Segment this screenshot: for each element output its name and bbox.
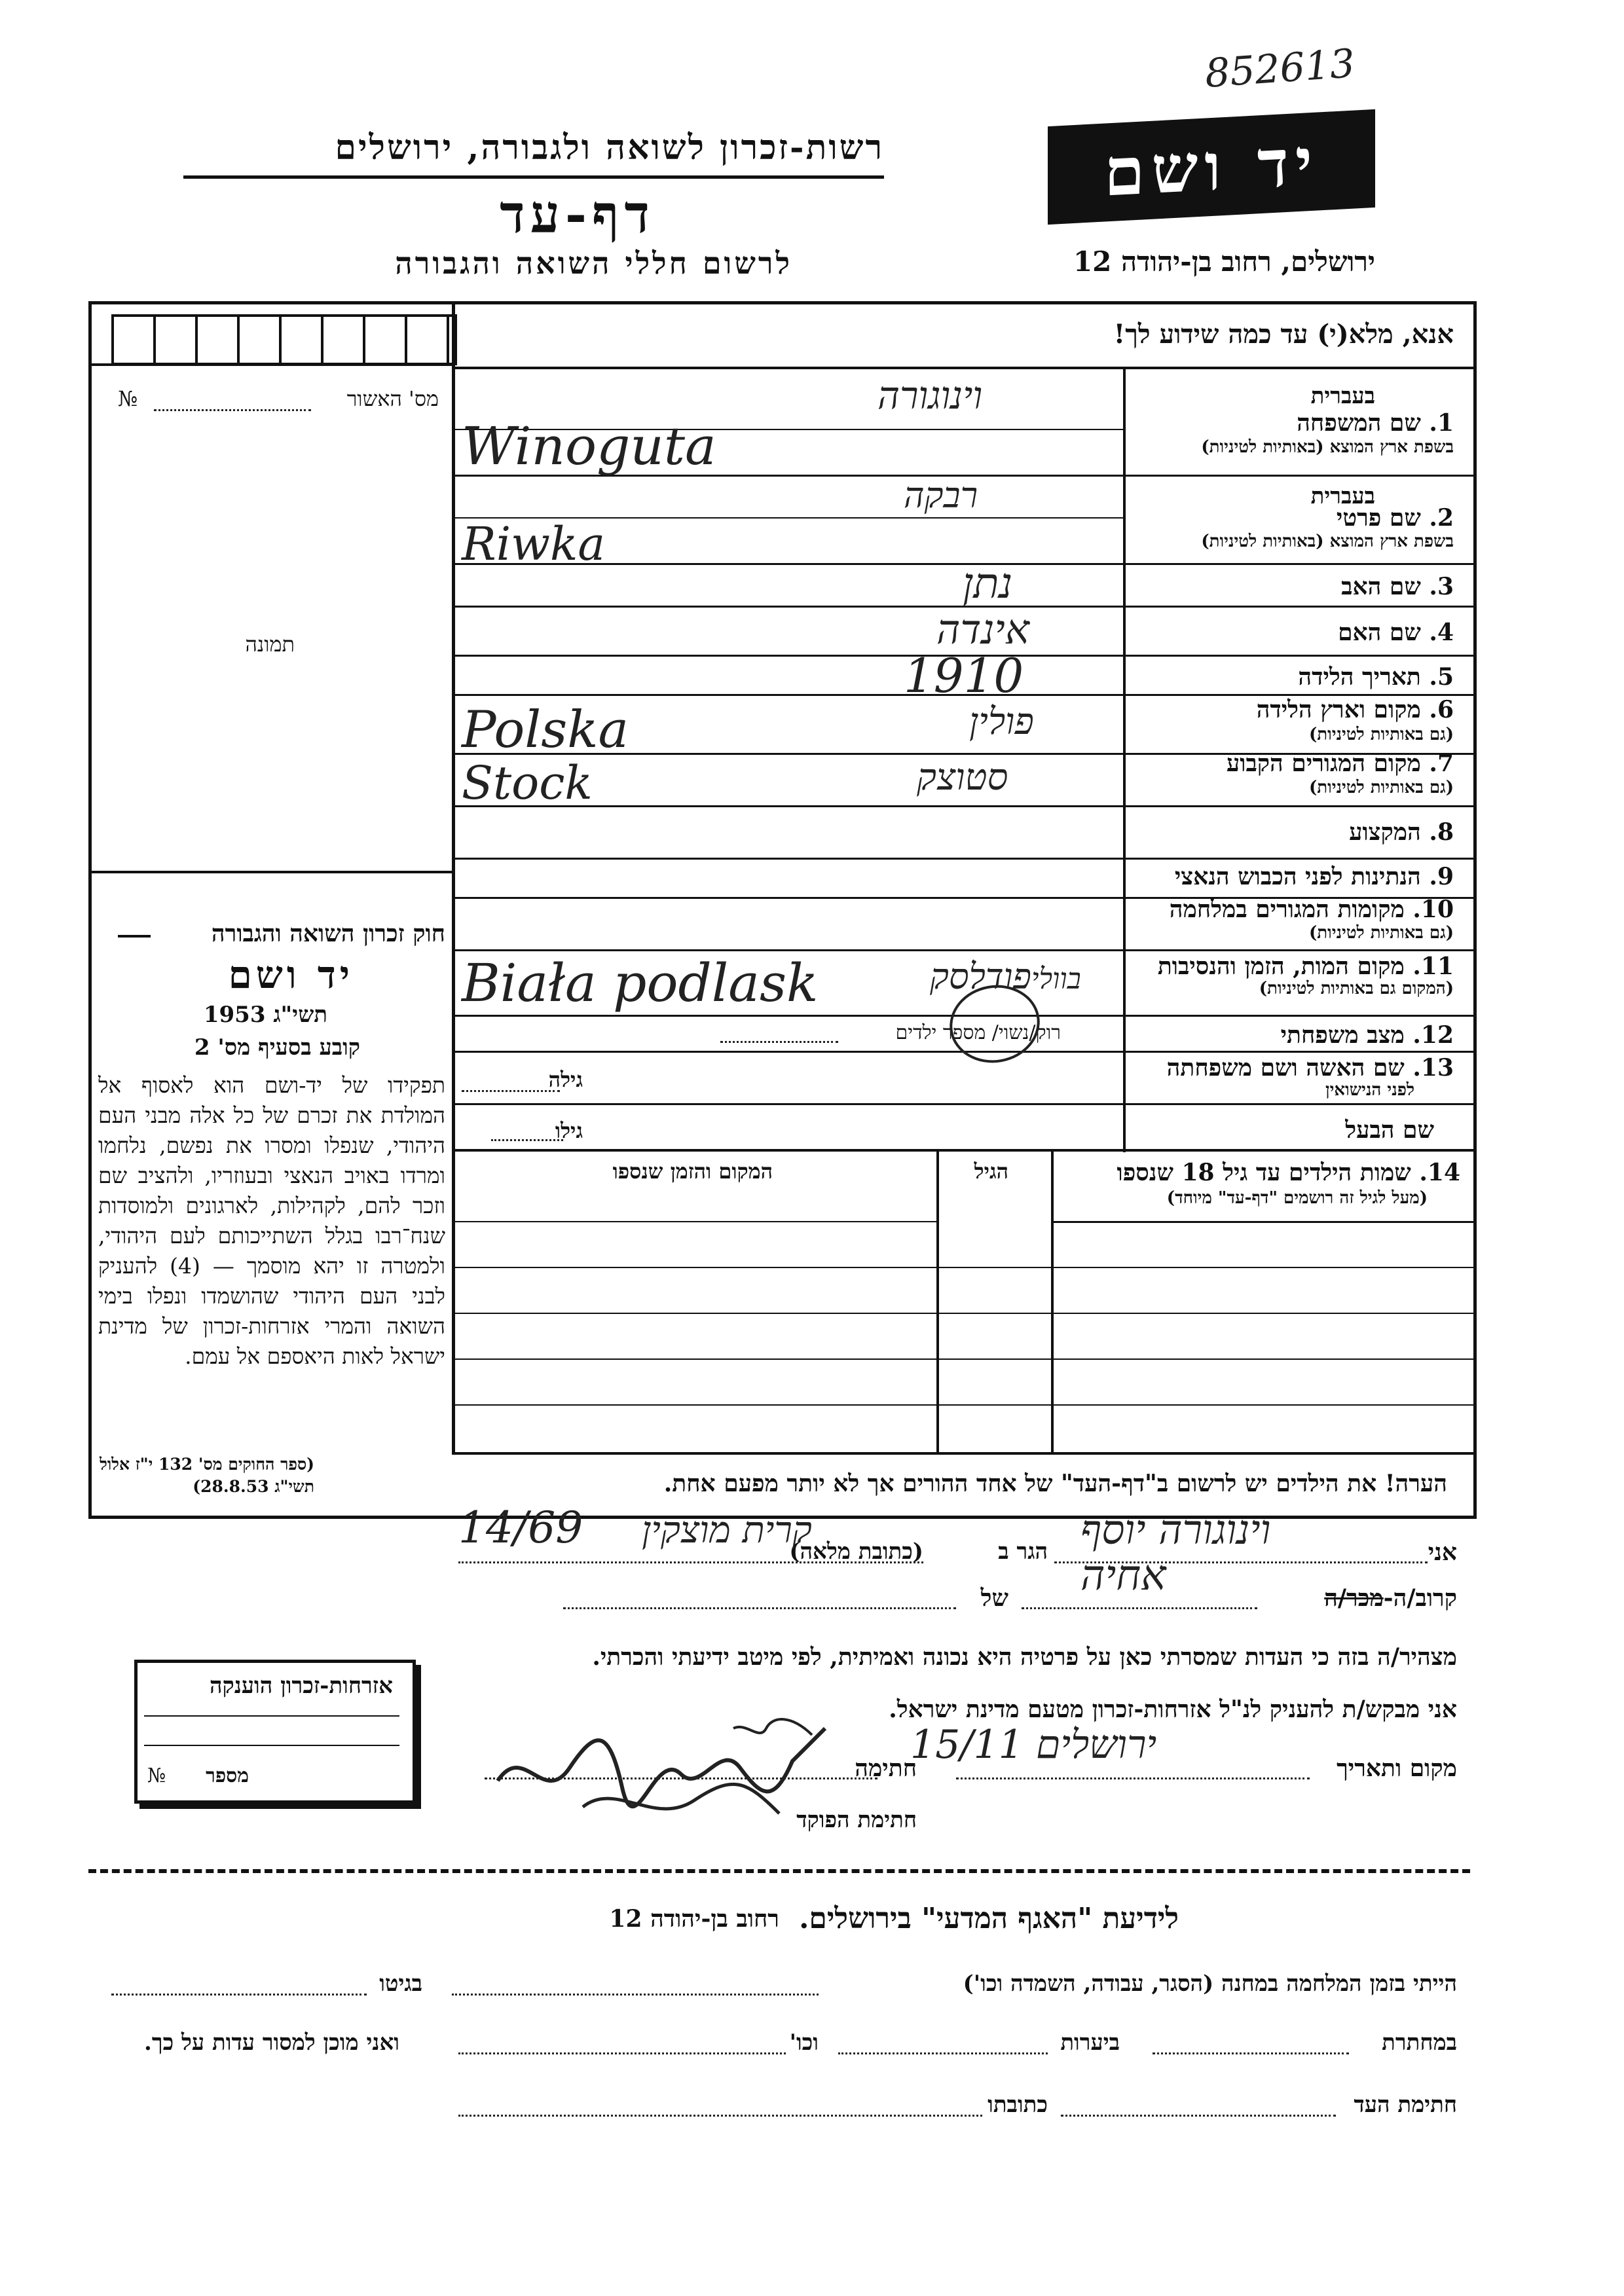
cert-title: אזרחות-זכרון הוענקה [210,1673,393,1699]
cert-line-2 [144,1745,399,1746]
field-10-note: (גם באותיות לטיניות) [1308,923,1454,943]
camp-field [452,1994,819,1995]
field-13-label: 13. שם האשה ושם משפחתה [1166,1054,1454,1082]
relative-label: קרוב/ה-מכר/ה [1324,1584,1457,1612]
field-4-label: 4. שם האם [1338,619,1454,646]
place-date-value: ירושלים 15/11 [910,1722,1157,1768]
ready-text: ואני מוכן למסור עדות על כך. [144,2030,399,2056]
children-row-5 [452,1404,1473,1406]
permit-label: מס' האשור [346,386,439,411]
field-13-note: לפני הנישואין [1325,1080,1414,1100]
cert-line-1 [144,1715,399,1717]
field-7-latin: Stock [462,756,593,810]
field-5-label: 5. תאריך הלידה [1298,663,1454,691]
decl-statement: מצהיר/ה בזה כי העדות שמסרתי כאן על פרטיה היא נכונה ואמיתית, לפי מיטב ידיעתי והכרתי. [592,1643,1457,1671]
law-name: יד ושם [228,953,354,997]
field-6-heb: פולין [969,701,1034,743]
row-rule-10 [452,949,1473,951]
hebrew-label-1: בעברית [1310,383,1375,409]
witness-sig-label: חתימת העד [1354,2092,1457,2118]
field-1-label [1297,409,1454,437]
children-col-1 [936,1149,939,1453]
permit-boxes [111,314,457,365]
decl-name: וינוגורה יוסף [1080,1506,1271,1554]
law-year: תשי"ג 1953 [203,1002,327,1028]
footer-separator [88,1869,1470,1873]
witness-sig-field [1061,2115,1336,2117]
children-row-2 [452,1267,1473,1268]
field-2-name: שם פרטי [1336,504,1421,532]
wife-age-field [462,1090,560,1092]
field-6-latin: Polska [462,701,629,759]
authority-title: רשות-זכרון לשואה ולגבורה, ירושלים [335,128,884,168]
field-11-note: (המקום גם באותיות לטיניות) [1259,979,1454,998]
of-label: של [980,1584,1008,1612]
husband-label: שם הבעל [1345,1116,1434,1144]
field-10-label: 10. מקומות המגורים במלחמה [1169,896,1454,923]
decl-residing: הגר ב [998,1539,1048,1565]
husband-age-field [491,1139,563,1141]
official-sig-label: חתימת הפוקד [796,1807,917,1833]
field-6-note: (גם באותיות לטיניות) [1308,725,1454,744]
ghetto-label: בגיטו [379,1971,422,1997]
children-count-field [720,1041,838,1043]
relation-field [1022,1607,1257,1609]
of-field [563,1607,956,1609]
logo-text: יד ושם [1104,122,1319,211]
col-age: הגיל [974,1159,1008,1184]
field-12-options: רוק/נשוי/ מספר ילדים [895,1021,1061,1044]
photo-box [88,367,452,873]
underground-field [1153,2052,1349,2054]
children-bottom [452,1452,1473,1455]
relation-value: אחיה [1080,1552,1166,1600]
left-column-divider [452,301,455,1453]
decl-ani: אני [1428,1539,1457,1566]
field-9-label: 9. הנתינות לפני הכבוש הנאצי [1174,863,1454,890]
form-subtitle: לרשום חללי השואה והגבורה [395,246,792,281]
row-rule-7 [452,805,1473,807]
field-14-note: (מעל לגיל זה רושמים "דף-עד" מיוחד) [1166,1188,1428,1208]
cert-no-sign: № [147,1764,166,1787]
field-2-latin: Riwka [462,517,606,571]
footer-title: לידיעת "האגף המדעי" בירושלים. [799,1902,1179,1935]
cert-no-label: מספר [206,1764,249,1787]
law-reference: (ספר החוקים מס' 132 י"ז אלול תשי"ג 28.8.53) [100,1455,314,1496]
latin-note-2: בשפת ארץ המוצא (באותיות לטיניות) [1201,532,1454,551]
wife-age-label: גילה [548,1067,583,1092]
field-7-heb: סטוצק [917,756,1008,799]
children-row-3 [452,1313,1473,1314]
children-row-1 [452,1221,936,1222]
field-2-heb: רבקה [904,475,978,516]
field-11-prefix: בוולי [1031,962,1081,996]
label-column-divider [1123,367,1126,1152]
field-7-note: (גם באותיות לטיניות) [1308,778,1454,797]
row-rule-14 [452,1149,1473,1152]
footer-address: רחוב בן-יהודה 12 [609,1905,779,1933]
field-14-label: 14. שמות הילדים עד גיל 18 שנספו [1116,1159,1460,1186]
authority-underline [183,175,884,179]
header-address: ירושלים, רחוב בן-יהודה 12 [1073,246,1375,278]
relative-struck: מכר/ה [1324,1584,1384,1612]
decl-address-label: (כתובת מלאה) [789,1539,923,1565]
side-rule [88,363,452,366]
field-12-label: 12. מצב משפחתי [1280,1021,1454,1049]
children-col-2 [1051,1149,1054,1453]
field-2-num: 2. [1429,504,1454,532]
law-section: קובע בסעיף מס' 2 [194,1034,360,1061]
law-dash [118,935,151,938]
law-text: תפקידו של יד-ושם הוא לאסוף אל המולדת את זכרם של כל אלה מבני העם היהודי, שנפלו ומסרו את נפשם, נלחמו ומרדו באויב הנאצי ובעוזריו, ולהציב שם וזכר להם, לקהילות, לארגונים ולמוסדות שנח־רבו בגלל השתייכותם לעם היהודי, ולמטרה זו יהא מוסמך — (4) להעניק לבני העם היהודי שהושמדו ונפלו בימי השואה והמרי אזרחות-זכרון של מדינת ישראל לאות היאספם אל עמם. [98,1072,445,1369]
field-1-heb: וינוגורה [877,373,983,418]
field-11-label: 11. מקום המות, הזמן והנסיבות [1157,953,1454,980]
archive-number: 852613 [1203,41,1357,97]
field-4-value: אינדה [936,606,1029,653]
yad-vashem-logo [1048,109,1375,225]
husband-age-label: גילו [555,1118,583,1143]
field-8-label: 8. המקצוע [1349,818,1454,846]
form-title: דף-עד [500,183,655,245]
footer-line1: הייתי בזמן המלחמה במחנה (הסגר, עבודה, השמדה וכו') [963,1971,1457,1997]
field-2-label [1337,504,1454,532]
signature-label: חתימה [855,1755,917,1782]
latin-note-1: בשפת ארץ המוצא (באותיות לטיניות) [1201,437,1454,457]
field-11-latin: Biała podlask [462,953,819,1013]
law-title: חוק זכרון השואה והגבורה [211,920,445,947]
field-3-value: נתן [963,560,1013,608]
hebrew-label-2: בעברית [1310,483,1375,509]
field-5-value: 1910 [904,648,1024,703]
field-7-label: 7. מקום המגורים הקבוע [1226,750,1454,777]
col-place: המקום והזמן שנספו [612,1159,773,1184]
forests-label: ביערות [1060,2030,1120,2056]
permit-no-sign: № [118,386,138,411]
place-date-field [956,1777,1310,1779]
decl-address: קרית מוצקין [642,1509,812,1552]
decl-request: אני מבקש/ת להעניק לנ"ל אזרחות-זכרון מטעם מדינת ישראל. [889,1696,1457,1723]
decl-date: 14/69 [458,1503,583,1553]
row-rule-13 [452,1103,1473,1105]
etc-field [458,2052,786,2054]
witness-address-label: כתובתו [987,2092,1048,2118]
children-head-rule [1051,1221,1473,1223]
place-date-label: מקום ותאריך [1337,1755,1457,1782]
field-1-latin: Winoguta [462,416,716,477]
children-row-4 [452,1358,1473,1360]
intro-rule [452,367,1473,369]
field-1-num: 1. [1429,409,1454,437]
etc-label: וכו' [789,2030,819,2056]
field-1-name: שם המשפחה [1297,409,1421,437]
forests-field [838,2052,1048,2054]
field-11-heb: פודלסק [930,956,1031,997]
row-rule-8 [452,858,1473,860]
photo-label: תמונה [245,632,295,657]
underground-label: במחתרת [1382,2030,1457,2056]
field-3-label: 3. שם האב [1341,573,1454,600]
decl-address-field [458,1561,923,1563]
ghetto-field [111,1994,367,1995]
intro-text: אנא, מלא(י) עד כמה שידוע לך! [1113,319,1454,350]
note-text: הערה! את הילדים יש לרשום ב"דף-העד" של אחד ההורים אך לא יותר מפעם אחת. [663,1470,1447,1497]
witness-address-field [458,2115,982,2117]
field-6-label: 6. מקום וארץ הלידה [1256,696,1454,723]
